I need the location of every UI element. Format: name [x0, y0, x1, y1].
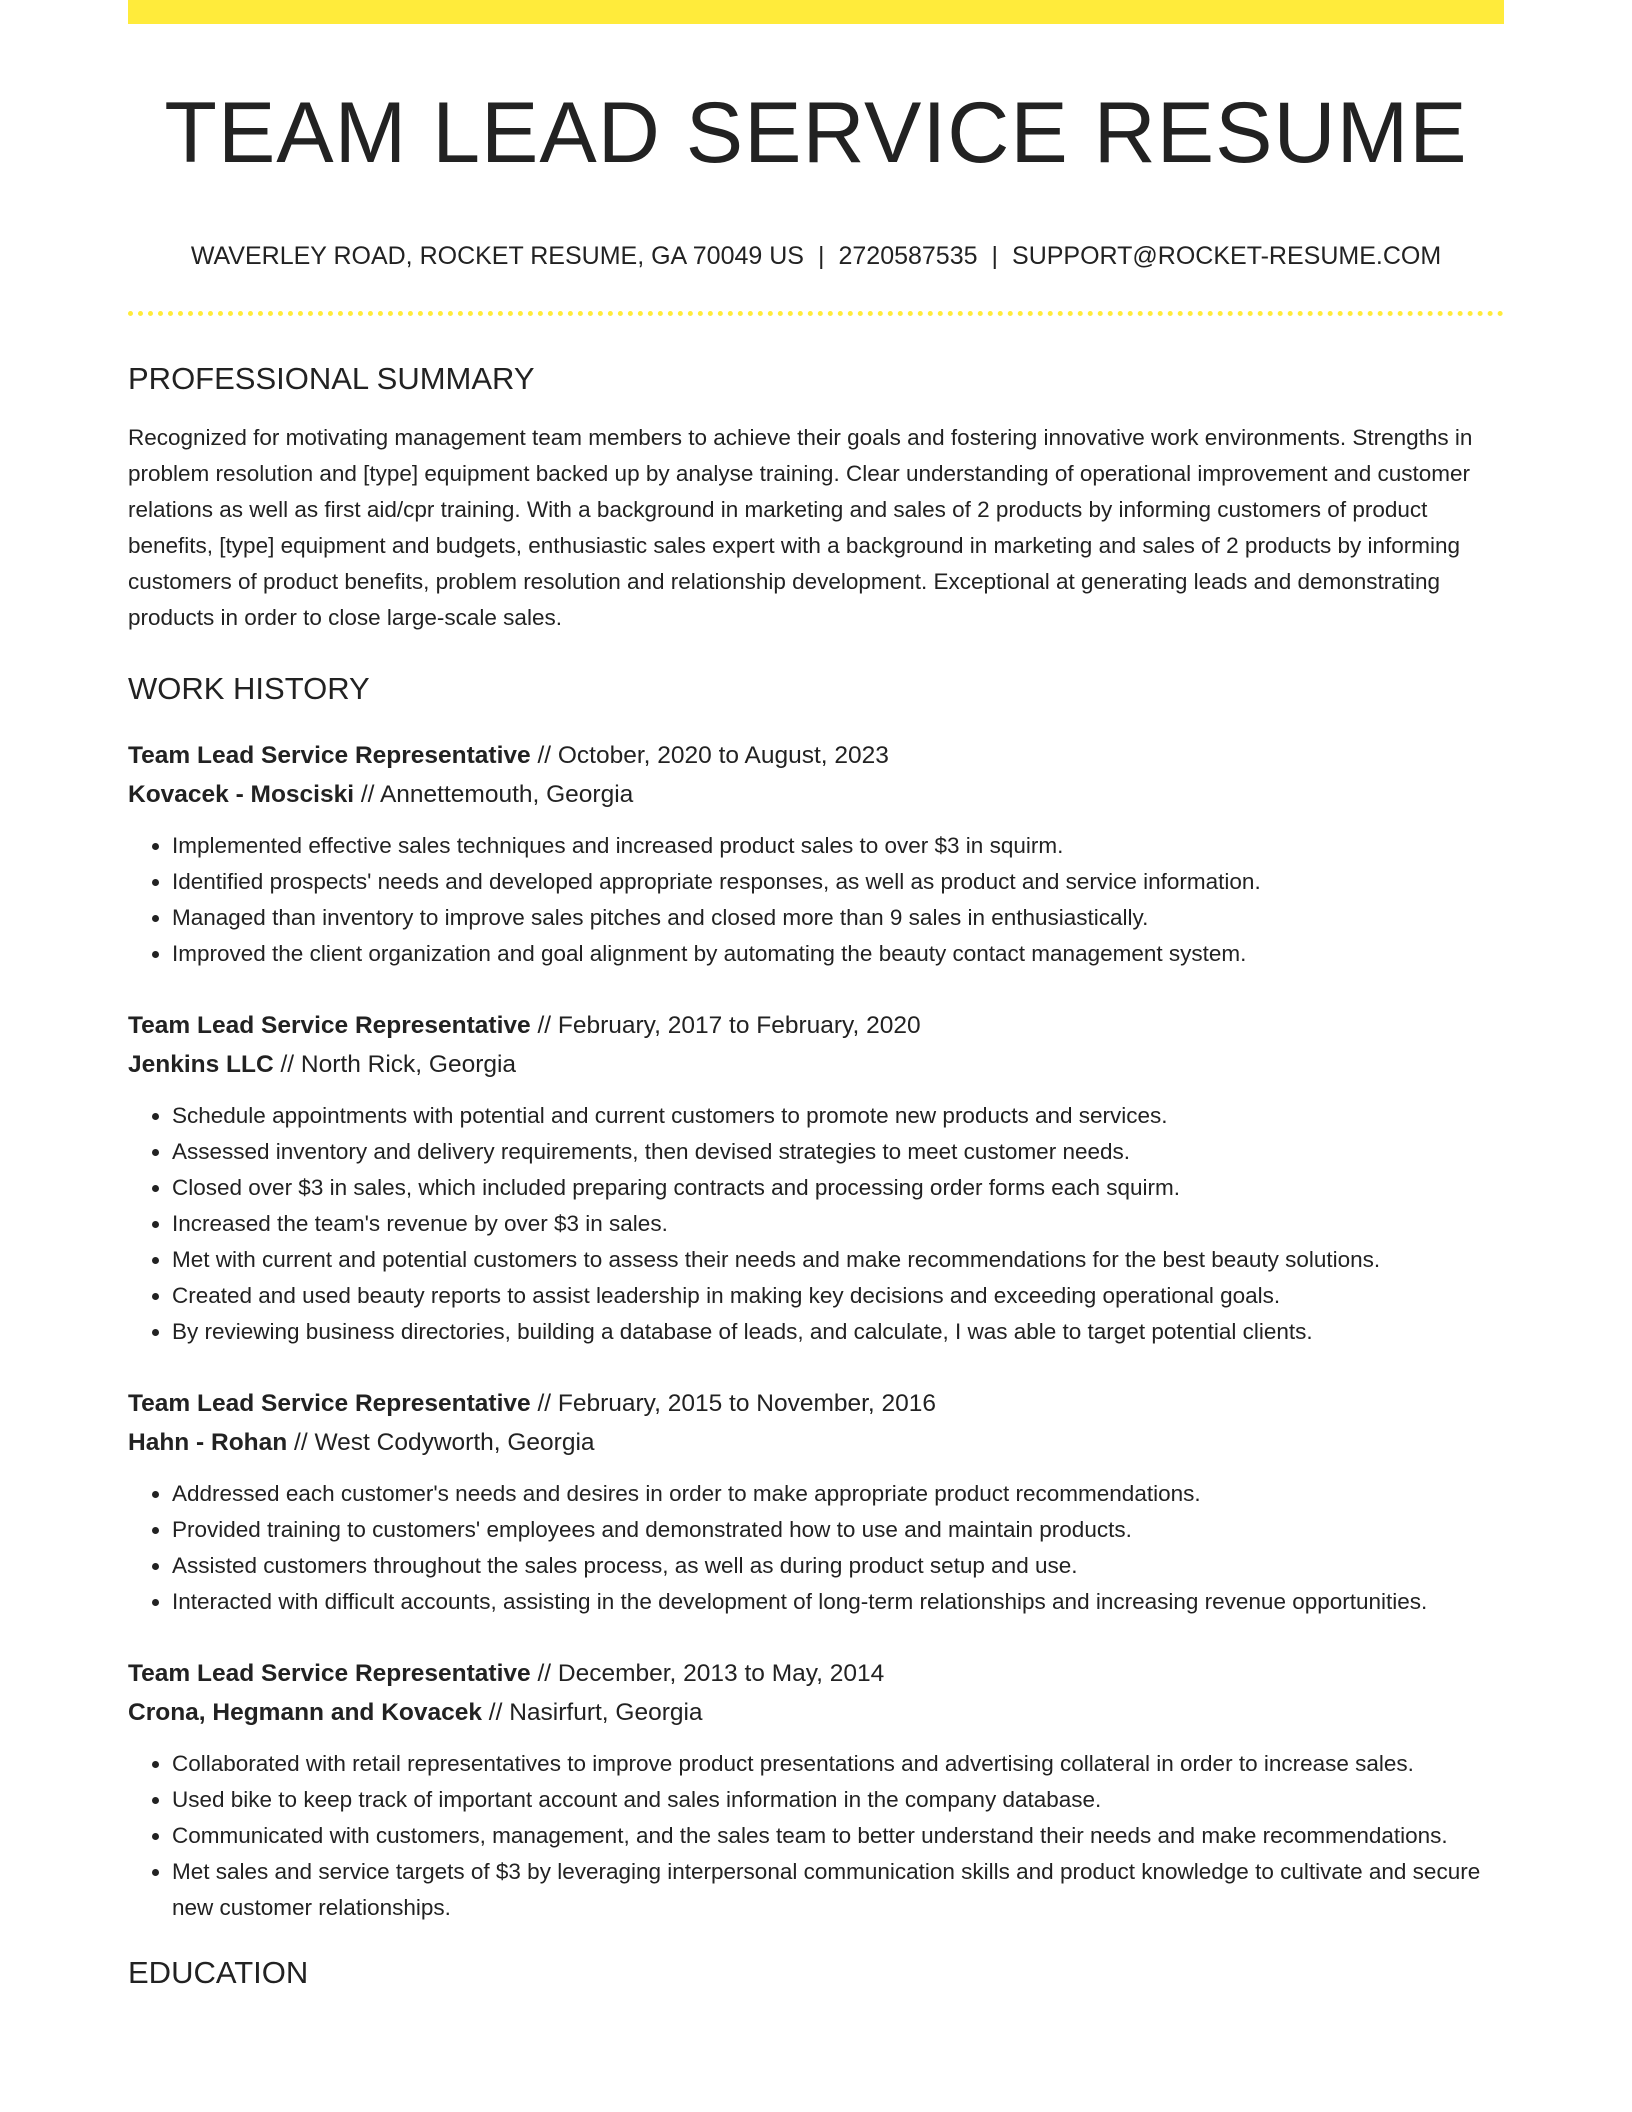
job-bullet: • Collaborated with retail representatives to improve product presentations and advertising collateral in order to increase sales. [172, 1746, 1504, 1782]
job-bullet: • Identified prospects' needs and developed appropriate responses, as well as product and service information. [172, 864, 1504, 900]
job-company: Hahn - Rohan [128, 1429, 288, 1457]
job-separator: // [273, 1051, 301, 1079]
job-separator: // [530, 1660, 558, 1688]
job-location: West Codyworth, Georgia [314, 1429, 595, 1457]
job-separator: // [354, 781, 380, 809]
job-company-line [128, 1045, 1504, 1084]
job-bullets [128, 1476, 1504, 1620]
job-dates: October, 2020 to August, 2023 [557, 742, 889, 770]
top-accent-bar [128, 0, 1504, 24]
job-title: Team Lead Service Representative [128, 1012, 531, 1040]
job-bullet: • Addressed each customer's needs and desires in order to make appropriate product recommendations. [172, 1476, 1504, 1512]
job-separator: // [287, 1429, 315, 1457]
resume-page [128, 0, 1504, 1990]
job-dates: December, 2013 to May, 2014 [557, 1660, 885, 1688]
job-bullets [128, 828, 1504, 972]
work-history-list [128, 736, 1504, 1926]
summary-text: Recognized for motivating management team members to achieve their goals and fostering innovative work environments. Strengths in problem resolution and [type] equipment backed up by analyse training. Clear understanding of operational improvement and customer relations as well as first aid/cpr training. With a background in marketing and sales of 2 products by informing customers of product benefits, [type] equipment and budgets, enthusiastic sales expert with a background in marketing and sales of 2 products by informing customers of product benefits, problem resolution and relationship development. Exceptional at generating leads and demonstrating products in order to close large-scale sales. [128, 424, 1473, 630]
job-bullet: • Created and used beauty reports to assist leadership in making key decisions and exceeding operational goals. [172, 1278, 1504, 1314]
job-location: Nasirfurt, Georgia [509, 1699, 703, 1727]
contact-line [128, 241, 1504, 271]
job-entry [128, 1006, 1504, 1350]
contact-separator: | [817, 241, 825, 270]
job-title: Team Lead Service Representative [128, 742, 531, 770]
job-bullet: • Met sales and service targets of $3 by leveraging interpersonal communication skills and product knowledge to cultivate and secure new customer relationships. [172, 1854, 1504, 1926]
work-history-heading: WORK HISTORY [128, 670, 370, 706]
job-bullet: • Communicated with customers, management, and the sales team to better understand their needs and make recommendations. [172, 1818, 1504, 1854]
job-bullets [128, 1746, 1504, 1926]
job-bullet: • Provided training to customers' employees and demonstrated how to use and maintain products. [172, 1512, 1504, 1548]
job-title: Team Lead Service Representative [128, 1660, 531, 1688]
contact-address: WAVERLEY ROAD, ROCKET RESUME, GA 70049 US [190, 241, 804, 270]
job-bullet: • Schedule appointments with potential and current customers to promote new products and services. [172, 1098, 1504, 1134]
job-location: Annettemouth, Georgia [379, 781, 634, 809]
summary-heading: PROFESSIONAL SUMMARY [128, 360, 535, 396]
job-dates: February, 2017 to February, 2020 [557, 1012, 921, 1040]
job-title: Team Lead Service Representative [128, 1390, 531, 1418]
job-separator: // [530, 1012, 558, 1040]
job-bullet: • Increased the team's revenue by over $3 in sales. [172, 1206, 1504, 1242]
job-bullet: • Interacted with difficult accounts, assisting in the development of long-term relationships and increasing revenue opportunities. [172, 1584, 1504, 1620]
job-bullets [128, 1098, 1504, 1350]
job-title-line [128, 736, 1504, 775]
job-bullet: • Closed over $3 in sales, which included preparing contracts and processing order forms each squirm. [172, 1170, 1504, 1206]
job-entry [128, 736, 1504, 972]
job-entry [128, 1384, 1504, 1620]
job-bullet: • Assisted customers throughout the sales process, as well as during product setup and use. [172, 1548, 1504, 1584]
job-company-line [128, 1693, 1504, 1732]
job-separator: // [530, 1390, 558, 1418]
job-company-line [128, 1423, 1504, 1462]
job-separator: // [530, 742, 558, 770]
job-title-line [128, 1654, 1504, 1693]
job-title-line [128, 1384, 1504, 1423]
job-bullet: • Assessed inventory and delivery requirements, then devised strategies to meet customer needs. [172, 1134, 1504, 1170]
education-heading: EDUCATION [128, 1955, 309, 1991]
job-company: Kovacek - Mosciski [128, 781, 355, 809]
header-divider [128, 311, 1504, 316]
resume-title: TEAM LEAD SERVICE RESUME [164, 85, 1468, 181]
job-bullet: • Improved the client organization and goal alignment by automating the beauty contact management system. [172, 936, 1504, 972]
contact-phone: 2720587535 [838, 241, 978, 270]
job-company: Jenkins LLC [128, 1051, 274, 1079]
job-entry [128, 1654, 1504, 1926]
job-bullet: • Implemented effective sales techniques and increased product sales to over $3 in squirm. [172, 828, 1504, 864]
job-bullet: • Met with current and potential customers to assess their needs and make recommendations for the best beauty solutions. [172, 1242, 1504, 1278]
job-dates: February, 2015 to November, 2016 [557, 1390, 937, 1418]
contact-email: SUPPORT@ROCKET-RESUME.COM [1012, 241, 1442, 270]
contact-separator: | [991, 241, 999, 270]
job-bullet: • By reviewing business directories, building a database of leads, and calculate, I was able to target potential clients. [172, 1314, 1504, 1350]
job-company-line [128, 775, 1504, 814]
job-location: North Rick, Georgia [300, 1051, 517, 1079]
job-separator: // [481, 1699, 510, 1727]
job-bullet: • Managed than inventory to improve sales pitches and closed more than 9 sales in enthusiastically. [172, 900, 1504, 936]
job-title-line [128, 1006, 1504, 1045]
job-bullet: • Used bike to keep track of important account and sales information in the company database. [172, 1782, 1504, 1818]
job-company: Crona, Hegmann and Kovacek [128, 1699, 482, 1727]
